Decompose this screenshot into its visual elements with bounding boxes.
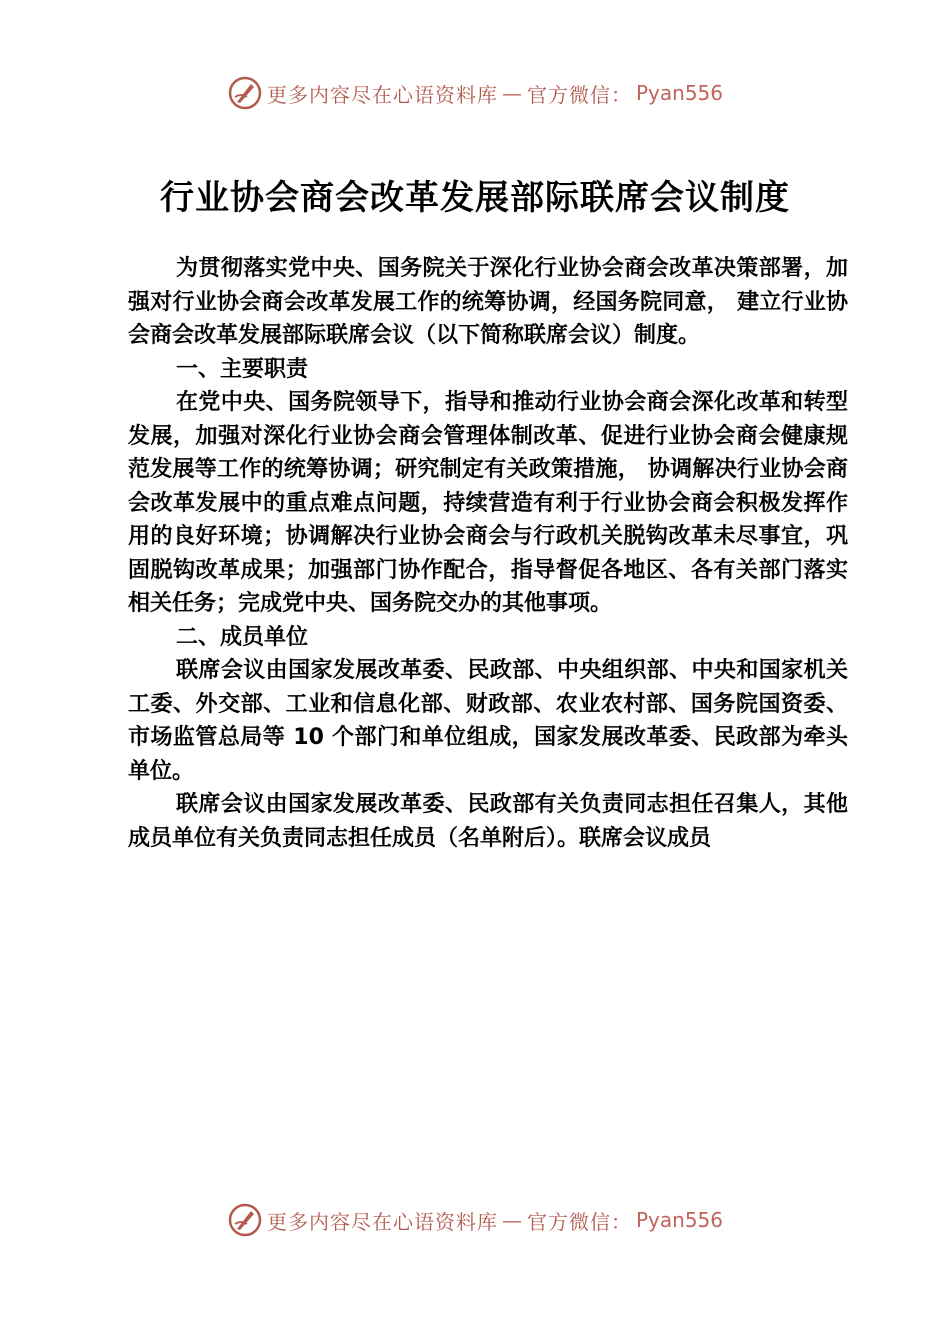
footer-watermark <box>0 1200 950 1240</box>
watermark-text: 更多内容尽在心语资料库 <box>266 1209 498 1234</box>
quill-logo-icon <box>227 75 263 111</box>
watermark-label: 官方微信： <box>526 82 632 107</box>
quill-logo-icon <box>227 1202 263 1238</box>
watermark-id: Pyan556 <box>635 81 723 105</box>
main-duties-paragraph: 在党中央、国务院领导下，指导和推动行业协会商会深化改革和转型发展，加强对深化行业协会商会管理体制改革、促进行业协会商会健康规范发展等工作的统筹协调；研究制定有关政策措施， 协调解决行业协会商会改革发展中的重点难点问题，持续营造有利于行业协会商会积极发挥作用的良好环境；协调解决行业协会商会与行政机关脱钩改革未尽事宜，巩固脱钩改革成果；加强部门协作配合，指导督促各地区、各有关部门落实相关任务；完成党中央、国务院交办的其他事项。 <box>128 390 848 616</box>
watermark-label: 官方微信： <box>526 1209 632 1234</box>
member-units-paragraph: 联席会议由国家发展改革委、民政部、中央组织部、中央和国家机关工委、外交部、工业和信息化部、财政部、农业农村部、国务院国资委、市场监管总局等 10 个部门和单位组成，国家发展改革委、民政部为牵头单位。 <box>128 658 848 784</box>
document-body <box>128 252 848 855</box>
watermark-dash: — <box>501 1208 523 1232</box>
section-heading-main-duties: 一、主要职责 <box>176 356 309 382</box>
document-title: 行业协会商会改革发展部际联席会议制度 <box>160 178 790 218</box>
header-watermark <box>0 73 950 113</box>
watermark-id: Pyan556 <box>635 1208 723 1232</box>
watermark-text: 更多内容尽在心语资料库 <box>266 82 498 107</box>
intro-paragraph: 为贯彻落实党中央、国务院关于深化行业协会商会改革决策部署，加强对行业协会商会改革发展工作的统筹协调，经国务院同意， 建立行业协会商会改革发展部际联席会议（以下简称联席会议）制度。 <box>128 256 848 348</box>
watermark-dash: — <box>501 81 523 105</box>
convener-paragraph: 联席会议由国家发展改革委、民政部有关负责同志担任召集人，其他成员单位有关负责同志担任成员（名单附后）。联席会议成员 <box>128 792 848 851</box>
section-heading-member-units: 二、成员单位 <box>176 624 309 650</box>
